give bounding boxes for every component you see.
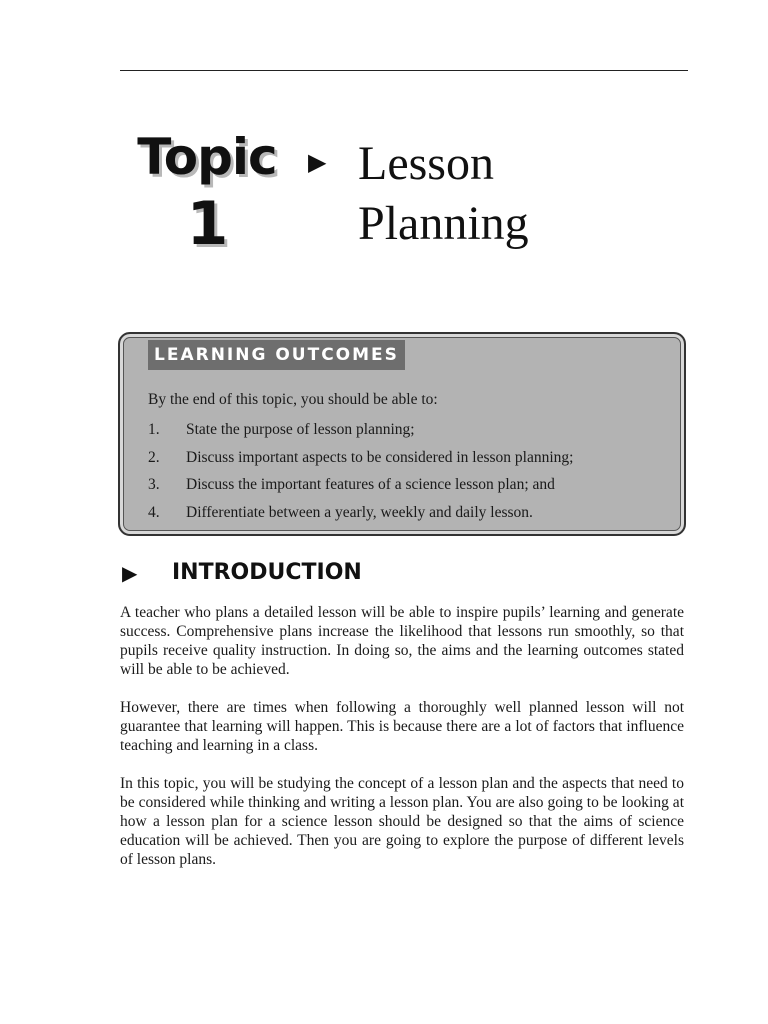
list-item-text: Discuss important aspects to be considered in lesson planning; — [186, 448, 574, 466]
intro-paragraph-2: However, there are times when following a thoroughly well planned lesson will not guarantee that learning will happen. This is because there are a lot of factors that influence teaching and learning in a class. — [120, 699, 684, 754]
topic-badge — [122, 128, 292, 260]
list-item — [148, 499, 573, 527]
list-item-number: 4. — [148, 503, 160, 521]
learning-outcomes-label: LEARNING OUTCOMES — [148, 340, 405, 370]
list-item-text: State the purpose of lesson planning; — [186, 421, 415, 438]
topic-number: 1 — [186, 189, 228, 259]
list-item — [148, 471, 573, 499]
list-item-number: 2. — [148, 448, 160, 466]
learning-outcomes-box — [118, 332, 686, 536]
top-rule — [120, 70, 688, 71]
list-item-text: Discuss the important features of a science lesson plan; and — [186, 476, 555, 493]
learning-outcomes-intro: By the end of this topic, you should be able to: — [148, 391, 438, 408]
intro-paragraph-3: In this topic, you will be studying the concept of a lesson plan and the aspects that need to be considered while thinking and writing a lesson plan. You are also going to be looking at how a lesson plan for a science lesson should be designed so that the aims of science education will be achieved. Then you are going to explore the purpose of different levels of lesson plans. — [120, 775, 684, 868]
title-arrow-icon: ▶ — [308, 148, 327, 176]
learning-outcomes-list — [148, 416, 573, 526]
list-item-text: Differentiate between a yearly, weekly and daily lesson. — [186, 503, 533, 521]
list-item — [148, 416, 573, 444]
list-item — [148, 444, 573, 472]
intro-paragraph-1: A teacher who plans a detailed lesson will be able to inspire pupils’ learning and generate success. Comprehensive plans increase the likelihood that lessons run smoothly, so that pupils receive quality instruction. In doing so, the aims and the learning outcomes stated will be able to be achieved. — [120, 604, 684, 678]
topic-title-line2: Planning — [358, 197, 529, 250]
introduction-heading: INTRODUCTION — [172, 560, 362, 585]
list-item-number: 3. — [148, 476, 160, 493]
topic-title-line1: Lesson — [358, 137, 494, 190]
section-arrow-icon: ▶ — [122, 561, 138, 585]
topic-title — [358, 134, 529, 254]
list-item-number: 1. — [148, 421, 160, 438]
topic-word: Topic — [137, 128, 277, 186]
